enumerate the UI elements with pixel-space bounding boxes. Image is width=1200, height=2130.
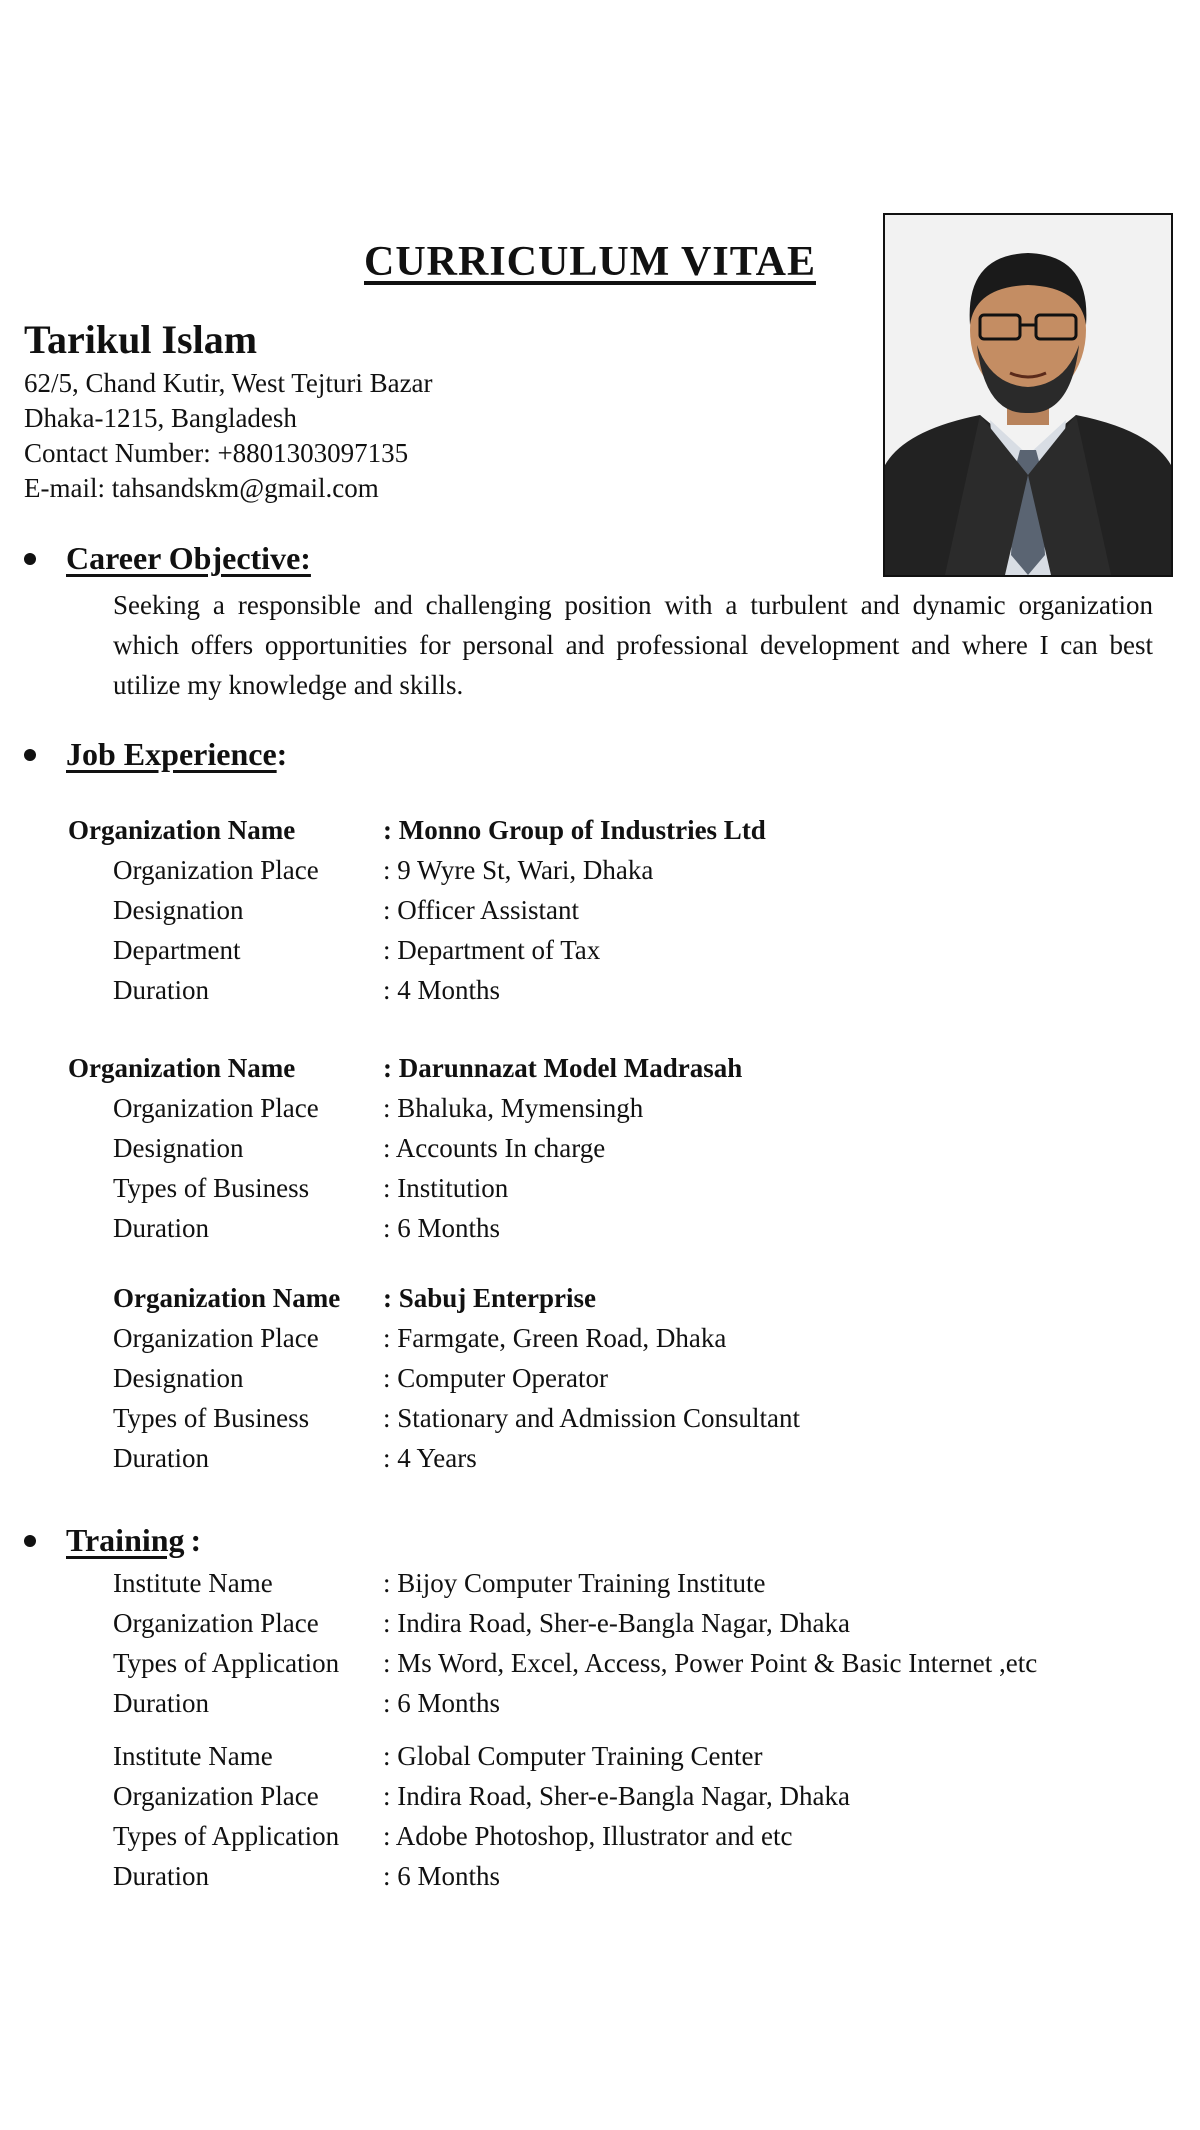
field-label: Organization Place (113, 1093, 319, 1123)
candidate-name: Tarikul Islam (24, 317, 258, 362)
contact-number: Contact Number: +8801303097135 (24, 438, 409, 468)
field-value: : Sabuj Enterprise (383, 1283, 597, 1313)
field-value: : Stationary and Admission Consultant (383, 1403, 800, 1433)
address-line-1: 62/5, Chand Kutir, West Tejturi Bazar (24, 368, 433, 398)
field-value: : Farmgate, Green Road, Dhaka (383, 1323, 727, 1353)
field-label: Organization Name (68, 1053, 296, 1083)
career-objective-heading: Career Objective: (24, 540, 311, 577)
field-value: : Department of Tax (383, 935, 601, 965)
field-label: Duration (113, 1861, 209, 1891)
field-value: : 6 Months (383, 1861, 501, 1891)
field-value: : Indira Road, Sher-e-Bangla Nagar, Dhaka (383, 1781, 850, 1811)
profile-photo (883, 213, 1173, 577)
bullet-icon (24, 553, 36, 565)
field-label: Duration (113, 975, 209, 1005)
field-value: : 4 Years (383, 1443, 477, 1473)
cv-title: CURRICULUM VITAE (364, 239, 816, 285)
field-value: : Global Computer Training Center (383, 1741, 763, 1771)
field-label: Department (113, 935, 241, 965)
field-value: : Ms Word, Excel, Access, Power Point & Basic Internet ,etc (383, 1648, 1038, 1678)
field-label: Institute Name (113, 1741, 273, 1771)
field-value: : Accounts In charge (383, 1133, 606, 1163)
field-value: : 6 Months (383, 1688, 501, 1718)
field-label: Duration (113, 1688, 209, 1718)
field-label: Organization Place (113, 1608, 319, 1638)
field-label: Institute Name (113, 1568, 273, 1598)
field-value: : 4 Months (383, 975, 501, 1005)
field-value: : Bhaluka, Mymensingh (383, 1093, 644, 1123)
person-portrait-icon (885, 215, 1171, 575)
field-label: Organization Name (68, 815, 296, 845)
field-label: Designation (113, 1363, 244, 1393)
bullet-icon (24, 1535, 36, 1547)
field-label: Types of Application (113, 1821, 340, 1851)
training-heading: Training : (24, 1522, 201, 1559)
field-label: Duration (113, 1213, 209, 1243)
field-value: : Computer Operator (383, 1363, 608, 1393)
field-value: : Adobe Photoshop, Illustrator and etc (383, 1821, 793, 1851)
field-label: Organization Place (113, 1781, 319, 1811)
field-label: Types of Application (113, 1648, 340, 1678)
job-experience-heading: Job Experience : (24, 736, 287, 773)
field-label: Types of Business (113, 1173, 310, 1203)
field-label: Types of Business (113, 1403, 310, 1433)
field-value: : Institution (383, 1173, 509, 1203)
field-value: : Monno Group of Industries Ltd (383, 815, 766, 845)
contact-block (24, 366, 433, 506)
field-value: : Officer Assistant (383, 895, 579, 925)
field-label: Organization Place (113, 1323, 319, 1353)
field-value: : Bijoy Computer Training Institute (383, 1568, 766, 1598)
email-address: E-mail: tahsandskm@gmail.com (24, 473, 379, 503)
field-label: Organization Name (113, 1283, 341, 1313)
bullet-icon (24, 749, 36, 761)
field-label: Designation (113, 1133, 244, 1163)
field-value: : Darunnazat Model Madrasah (383, 1053, 743, 1083)
address-line-2: Dhaka-1215, Bangladesh (24, 403, 297, 433)
field-value: : 6 Months (383, 1213, 501, 1243)
field-label: Duration (113, 1443, 209, 1473)
field-value: : 9 Wyre St, Wari, Dhaka (383, 855, 654, 885)
career-objective-text: Seeking a responsible and challenging position with a turbulent and dynamic organization which offers opportunities for personal and professional development and where I can best utilize my knowledge and skills. (113, 590, 1153, 700)
field-label: Designation (113, 895, 244, 925)
field-label: Organization Place (113, 855, 319, 885)
field-value: : Indira Road, Sher-e-Bangla Nagar, Dhaka (383, 1608, 850, 1638)
